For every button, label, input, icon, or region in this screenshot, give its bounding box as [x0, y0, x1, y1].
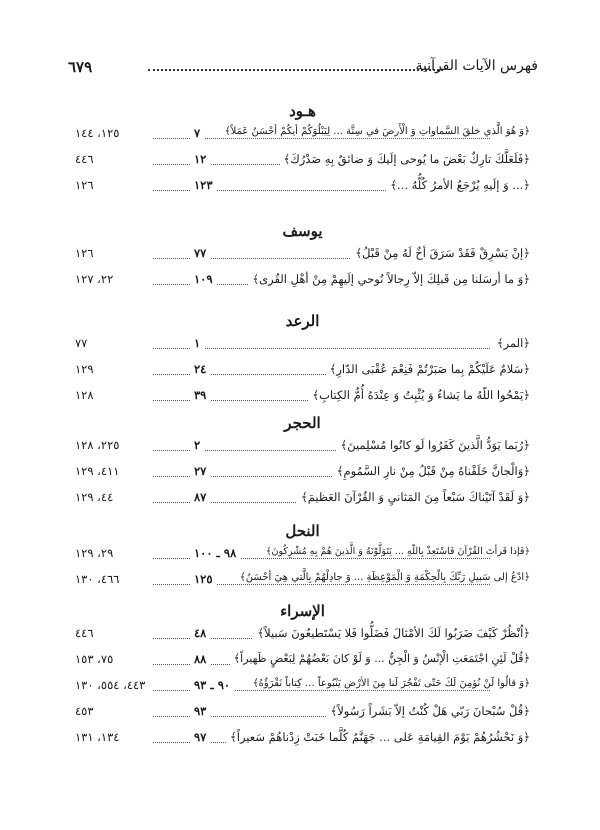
verse-entry: [75, 242, 530, 268]
surah-section: [75, 220, 530, 294]
surah-title: هـود: [289, 102, 316, 120]
verse-entry: [75, 174, 530, 200]
verse-entry: [75, 648, 530, 674]
verse-text: ﴿وَ نَحْشُرُهُمْ يَوْمَ القِيامَةِ عَلى ... جَهَنَّمُ كُلَّما خَبَتْ زِدْناهُمْ سَعيراً﴾: [226, 730, 530, 744]
verse-text: ﴿فَإذا قَرأتَ القُرْآنَ فَاسْتَعِذْ بِاللّهِ ... يَتَوَلَّوْنَهُ وَ الَّذينَ هُمْ بِهِ مُشْرِكُونَ﴾: [262, 546, 530, 557]
page-references: ١٢٨: [75, 388, 98, 402]
verse-text: ﴿قُلْ لَئِنِ اجْتَمَعَتِ الْإنْسُ وَ الْجِنُّ ... وَ لَوْ كانَ بَعْضُهُمْ لِبَعْضٍ ظَهيراً﴾: [230, 652, 530, 665]
page-references: ٤٤٣، ٥٥٤، ١٣٠: [75, 678, 149, 692]
ayah-number: ٩٣: [190, 704, 210, 718]
verse-entry: [75, 622, 530, 648]
surah-title: الرعد: [285, 312, 320, 330]
verse-text: ﴿وَ هُوَ الَّذي خلقَ السَّماواتِ وَ الْأَرضَ في سِتَّة ... لِيَبْلُوَكُمْ أيكُمْ أحْسَنُ عَمَلاً﴾: [221, 126, 530, 137]
page-references: ١٣٤، ١٣١: [75, 730, 123, 744]
ayah-number: ٧: [190, 126, 204, 140]
ayah-number: ٢: [190, 438, 204, 452]
ayah-number: ٩٠ ـ ٩٣: [190, 678, 234, 692]
verse-text: ﴿سَلامٌ عَلَيْكُمْ بِما صَبَرْتُمْ فَنِعْمَ عُقْبَى الدّارِ﴾: [326, 362, 530, 376]
page-references: ٤٤، ١٢٩: [75, 490, 117, 504]
verse-entry: [75, 434, 530, 460]
ayah-number: ٧٧: [190, 246, 210, 260]
ayah-number: ١: [190, 336, 204, 350]
surah-section: [75, 100, 530, 200]
page-references: ٤٥٣: [75, 704, 98, 718]
verse-entry: [75, 332, 530, 358]
verse-text: ﴿المر﴾: [493, 336, 530, 350]
page-references: ٧٧: [75, 336, 91, 350]
verse-text: ﴿ادْعُ إلى سَبيلِ رَبِّكَ بِالْحِكْمَةِ وَ الْمَوْعِظَةِ ... وَ جادِلْهُمْ بِالَّتي هِيَ أحْسَنُ﴾: [236, 572, 530, 583]
page-references: ٢٩، ١٢٩: [75, 546, 117, 560]
verse-text: ﴿اُنْظُرْ كَيْفَ ضَرَبُوا لَكَ الأمْثالَ فَضَلُّوا فَلا يَسْتَطيعُونَ سَبيلاً﴾: [253, 626, 530, 640]
verse-text: ﴿... وَ إلَيهِ يُرْجَعُ الأمرُ كُلُّهُ ...﴾: [386, 178, 530, 192]
page-references: ١٢٥، ١٤٤: [75, 126, 123, 140]
page-references: ٢٢٥، ١٢٨: [75, 438, 123, 452]
surah-title: الإسراء: [280, 602, 325, 620]
ayah-number: ٩٨ ـ ١٠٠: [190, 546, 240, 560]
page-references: ٢٢، ١٢٧: [75, 272, 117, 286]
verse-entry: [75, 460, 530, 486]
verse-entry: [75, 726, 530, 752]
verse-text: ﴿وَ ما أرسَلنا مِن قَبلِكَ إلاّ رِجالاً نُوحي إلَيهِمْ مِنْ أهْلِ القُرى﴾: [248, 272, 530, 286]
verse-text: ﴿فَلَعَلَّكَ تارِكٌ بَعْضَ ما يُوحى إلَيكَ وَ ضائقٌ بِهِ صَدْرُكَ﴾: [280, 152, 530, 166]
page-references: ١٢٦: [75, 246, 98, 260]
page-references: ١٢٦: [75, 178, 98, 192]
page-references: ٧٥، ١٥٣: [75, 652, 117, 666]
verse-entry: [75, 700, 530, 726]
ayah-number: ٩٧: [190, 730, 210, 744]
verse-text: ﴿وَ لَقَدْ آتَيْناكَ سَبْعاً مِنَ المَثانيِ وَ القُرْآنَ العَظيمَ﴾: [297, 490, 530, 504]
verse-text: ﴿يَمْحُوا اللّهُ ما يَشاءُ وَ يُثْبِتُ وَ عِنْدَهُ أُمُّ الكِتابِ﴾: [308, 388, 530, 402]
ayah-number: ١٢٣: [190, 178, 217, 192]
verse-entry: [75, 148, 530, 174]
ayah-number: ١٢٥: [190, 572, 217, 586]
page-references: ٤٦٦، ١٣٠: [75, 572, 123, 586]
page-references: ٤٤٦: [75, 152, 98, 166]
surah-title: الحجر: [284, 414, 321, 432]
ayah-number: ٤٨: [190, 626, 210, 640]
page-references: ٤٤٦: [75, 626, 98, 640]
verse-text: ﴿وَالْجانَّ خَلَقْناهُ مِنْ قَبْلُ مِنْ نارِ السَّمُومِ﴾: [333, 464, 530, 478]
page-number: ٦٧٩: [68, 58, 93, 76]
ayah-number: ٨٨: [190, 652, 210, 666]
verse-text: ﴿إنْ يَسْرِقْ فَقَدْ سَرَقَ أخٌ لَهُ مِنْ قَبْلُ﴾: [351, 246, 530, 260]
verse-entry: [75, 568, 530, 594]
surah-title: النحل: [285, 522, 320, 540]
ayah-number: ٢٧: [190, 464, 210, 478]
header-dotted-rule: [148, 69, 443, 71]
verse-entry: [75, 542, 530, 568]
ayah-number: ٣٩: [190, 388, 210, 402]
verse-entry: [75, 384, 530, 410]
running-title: فهرس الآيات القرآنية: [415, 58, 538, 74]
ayah-number: ١٠٩: [190, 272, 217, 286]
surah-section: [75, 520, 530, 594]
surah-section: [75, 412, 530, 512]
verse-text: ﴿رُبَما يَوَدُّ الَّذينَ كَفَرُوا لَو كانُوا مُسْلِمينَ﴾: [336, 438, 530, 452]
page-references: ٤١١، ١٢٩: [75, 464, 123, 478]
verse-text: ﴿وَ قالُوا لَنْ نُؤمِنَ لَكَ حَتّى تَفْجُرَ لَنا مِنَ الأرْضِ يَنْبُوعاً ... كِتاباً نَقْرَؤُهُ﴾: [249, 678, 530, 689]
surah-title: يوسف: [282, 222, 323, 240]
verse-entry: [75, 486, 530, 512]
ayah-number: ١٢: [190, 152, 210, 166]
ayah-number: ٨٧: [190, 490, 210, 504]
verse-entry: [75, 122, 530, 148]
page-references: ١٢٩: [75, 362, 98, 376]
running-header: [68, 58, 538, 80]
ayah-number: ٢٤: [190, 362, 210, 376]
verse-entry: [75, 674, 530, 700]
verse-entry: [75, 268, 530, 294]
surah-section: [75, 600, 530, 752]
verse-entry: [75, 358, 530, 384]
surah-section: [75, 310, 530, 410]
verse-text: ﴿قُلْ سُبْحانَ رَبّي هَلْ كُنْتُ إلاّ بَشَراً رَسُولاً﴾: [326, 704, 530, 718]
